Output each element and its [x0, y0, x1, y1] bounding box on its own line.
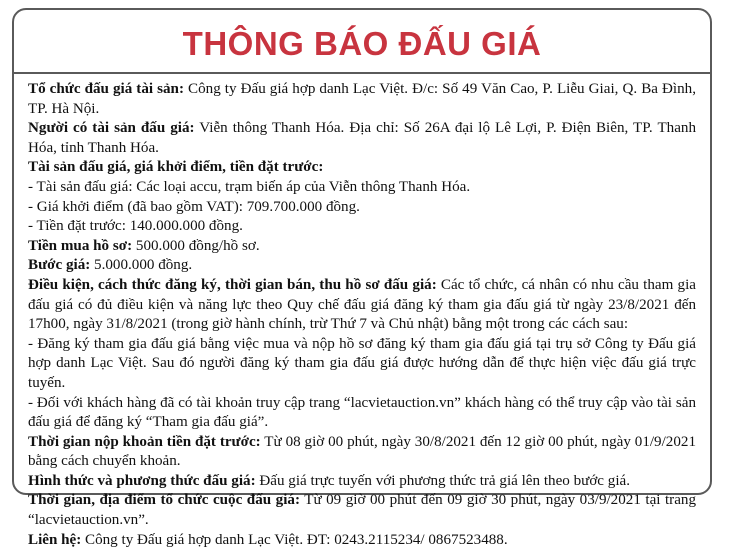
conditions-paragraph	[28, 276, 696, 335]
asset-line: - Tài sản đấu giá: Các loại accu, trạm biến áp của Viễn thông Thanh Hóa.	[28, 178, 471, 195]
doc-fee-paragraph	[28, 237, 696, 257]
step-text: 5.000.000 đồng.	[90, 257, 193, 274]
notice-title: THÔNG BÁO ĐẤU GIÁ	[182, 25, 542, 62]
method-label: Hình thức và phương thức đấu giá:	[28, 472, 256, 489]
method-paragraph	[28, 472, 696, 492]
conditions-text: Các tổ chức, cá nhân có nhu cầu tham gia đấu giá có đủ điều kiện và năng lực theo Quy chế đấu giá đăng ký tham gia đấu giá từ ngày 23/8/2021 đến 17h00, ngày 31/8/2021 (trong giờ hành chính, trừ Thứ 7 và Chủ nhật) bằng một trong các cách sau:	[28, 276, 696, 333]
deposit-time-text: Từ 08 giờ 00 phút, ngày 30/8/2021 đến 12 giờ 00 phút, ngày 01/9/2021 bằng cách chuyển khoản.	[28, 433, 696, 470]
notice-frame	[12, 8, 712, 548]
conditions-label: Điều kiện, cách thức đăng ký, thời gian bán, thu hồ sơ đấu giá:	[28, 276, 437, 293]
doc-fee-label: Tiền mua hồ sơ:	[28, 237, 133, 254]
org-paragraph	[28, 80, 696, 119]
auction-time-text: Từ 09 giờ 00 phút đến 09 giờ 30 phút, ngày 03/9/2021 tại trang “lacvietauction.vn”.	[28, 492, 696, 529]
notice-body	[14, 74, 710, 550]
owner-paragraph	[28, 119, 696, 158]
auction-time-label: Thời gian, địa điểm tổ chức cuộc đấu giá:	[28, 492, 300, 509]
method-text: Đấu giá trực tuyến với phương thức trả giá lên theo bước giá.	[255, 472, 630, 489]
contact-text: Công ty Đấu giá hợp danh Lạc Việt. ĐT: 0243.2115234/ 0867523488.	[81, 531, 508, 548]
doc-fee-text: 500.000 đồng/hồ sơ.	[132, 237, 260, 254]
step-paragraph	[28, 256, 696, 276]
owner-text: Viễn thông Thanh Hóa. Địa chỉ: Số 26A đại lộ Lê Lợi, P. Điện Biên, TP. Thanh Hóa, tỉnh Thanh Hóa.	[28, 120, 696, 156]
org-text: Công ty Đấu giá hợp danh Lạc Việt. Đ/c: Số 49 Văn Cao, P. Liễu Giai, Q. Ba Đình, TP. Hà Nội.	[28, 81, 696, 117]
contact-label: Liên hệ:	[28, 531, 82, 548]
condition-line: - Đối với khách hàng đã có tài khoản truy cập trang “lacvietauction.vn” khách hàng có thể truy cập vào tài sản đấu giá để đăng ký “Tham gia đấu giá”.	[28, 394, 696, 431]
deposit-time-label: Thời gian nộp khoản tiền đặt trước:	[28, 433, 261, 450]
owner-label: Người có tài sản đấu giá:	[28, 120, 195, 137]
deposit-time-paragraph	[28, 433, 696, 472]
condition-line: - Đăng ký tham gia đấu giá bằng việc mua và nộp hồ sơ đăng ký tham gia đấu giá tại trụ sở Công ty Đấu giá hợp danh Lạc Việt. Sau đó người đăng ký tham gia đấu giá được hướng dẫn để thực hiện việc đấu giá trực tuyến.	[28, 335, 696, 391]
contact-paragraph	[28, 531, 696, 550]
asset-heading: Tài sản đấu giá, giá khởi điểm, tiền đặt trước:	[28, 159, 324, 176]
org-label: Tổ chức đấu giá tài sản:	[28, 81, 184, 97]
auction-time-paragraph	[28, 491, 696, 530]
step-label: Bước giá:	[28, 257, 91, 274]
asset-line: - Giá khởi điểm (đã bao gồm VAT): 709.700.000 đồng.	[28, 198, 360, 215]
asset-line: - Tiền đặt trước: 140.000.000 đồng.	[28, 218, 243, 235]
